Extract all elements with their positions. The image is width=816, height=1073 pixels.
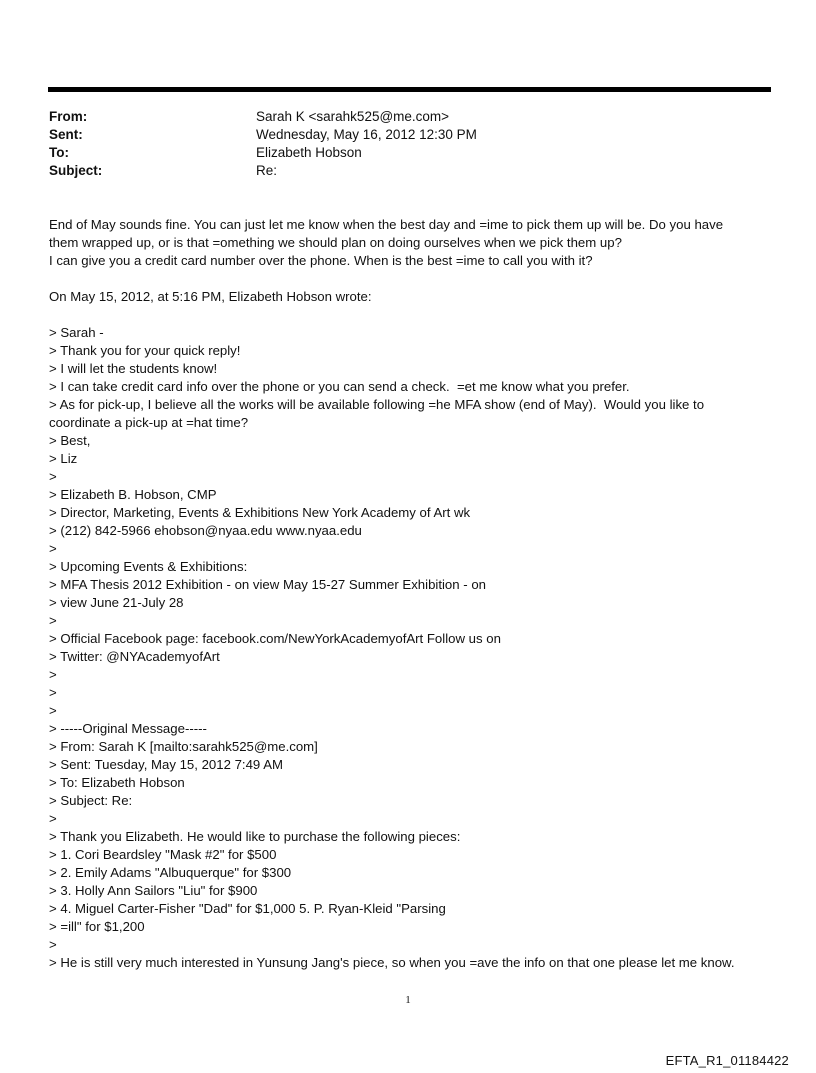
to-value: Elizabeth Hobson [256, 145, 362, 160]
subject-label: Subject: [49, 163, 103, 178]
subject-row [49, 162, 749, 180]
sent-value: Wednesday, May 16, 2012 12:30 PM [256, 127, 477, 142]
body-line: > (212) 842-5966 ehobson@nyaa.edu www.nyaa.edu [49, 523, 362, 538]
from-row [49, 108, 749, 126]
to-row [49, 144, 749, 162]
sent-label: Sent: [49, 127, 83, 142]
body-line: > To: Elizabeth Hobson [49, 775, 185, 790]
subject-value: Re: [256, 163, 278, 178]
body-line: > Best, [49, 433, 91, 448]
body-line: > [49, 703, 57, 718]
from-label: From: [49, 109, 88, 124]
body-line: > I will let the students know! [49, 361, 218, 376]
body-line: coordinate a pick-up at =hat time? [49, 415, 249, 430]
body-line: > Liz [49, 451, 78, 466]
body-line: > Official Facebook page: facebook.com/NewYorkAcademyofArt Follow us on [49, 631, 501, 646]
body-line: > -----Original Message----- [49, 721, 207, 736]
body-line: > Upcoming Events & Exhibitions: [49, 559, 248, 574]
header-divider-rule [48, 87, 771, 92]
body-line: End of May sounds fine. You can just let me know when the best day and =ime to pick them up will be. Do you have [49, 217, 724, 232]
document-id: EFTA_R1_01184422 [665, 1053, 789, 1068]
body-line: > [49, 937, 57, 952]
body-line: > Twitter: @NYAcademyofArt [49, 649, 220, 664]
body-line: On May 15, 2012, at 5:16 PM, Elizabeth Hobson wrote: [49, 289, 372, 304]
body-line: > Director, Marketing, Events & Exhibitions New York Academy of Art wk [49, 505, 471, 520]
body-line: > Subject: Re: [49, 793, 133, 808]
body-line: > Elizabeth B. Hobson, CMP [49, 487, 217, 502]
body-line: I can give you a credit card number over the phone. When is the best =ime to call you with it? [49, 253, 593, 268]
body-line: > MFA Thesis 2012 Exhibition - on view May 15-27 Summer Exhibition - on [49, 577, 486, 592]
page-number: 1 [405, 994, 411, 1006]
body-line: > [49, 613, 57, 628]
body-line: > 3. Holly Ann Sailors "Liu" for $900 [49, 883, 258, 898]
body-line: > =ill" for $1,200 [49, 919, 145, 934]
sent-row [49, 126, 749, 144]
email-body [49, 216, 779, 972]
body-line: > [49, 685, 57, 700]
body-line: > I can take credit card info over the phone or you can send a check. =et me know what you prefer. [49, 379, 630, 394]
body-line: > 1. Cori Beardsley "Mask #2" for $500 [49, 847, 277, 862]
body-line: > Thank you Elizabeth. He would like to purchase the following pieces: [49, 829, 461, 844]
body-line [49, 270, 779, 288]
body-line: > [49, 811, 57, 826]
body-line: > 4. Miguel Carter-Fisher "Dad" for $1,000 5. P. Ryan-Kleid "Parsing [49, 901, 446, 916]
body-line: > [49, 469, 57, 484]
body-line: > Sent: Tuesday, May 15, 2012 7:49 AM [49, 757, 283, 772]
from-value: Sarah K <sarahk525@me.com> [256, 109, 450, 124]
email-header [49, 108, 749, 180]
body-line: > [49, 541, 57, 556]
body-line: > Thank you for your quick reply! [49, 343, 241, 358]
body-line: > From: Sarah K [mailto:sarahk525@me.com] [49, 739, 318, 754]
body-line: > Sarah - [49, 325, 104, 340]
body-line: > view June 21-July 28 [49, 595, 184, 610]
body-line: > [49, 667, 57, 682]
body-line: > 2. Emily Adams "Albuquerque" for $300 [49, 865, 292, 880]
body-line: > As for pick-up, I believe all the works will be available following =he MFA show (end of May). Would you like to [49, 397, 705, 412]
to-label: To: [49, 145, 69, 160]
body-line: > He is still very much interested in Yunsung Jang's piece, so when you =ave the info on that one please let me know. [49, 955, 735, 970]
body-line: them wrapped up, or is that =omething we should plan on doing ourselves when we pick them up? [49, 235, 622, 250]
body-line [49, 306, 779, 324]
